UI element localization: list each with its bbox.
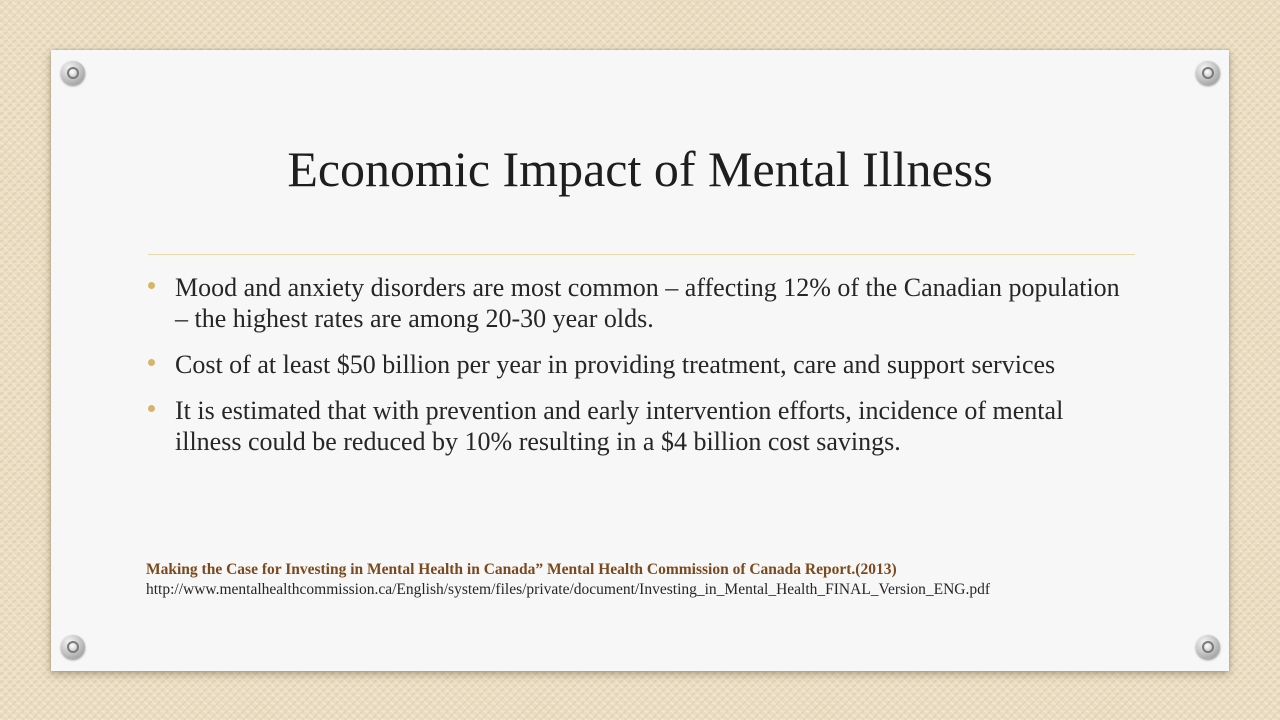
citation-url[interactable]: http://www.mentalhealthcommission.ca/English/system/files/private/document/Investing_in_Mental_Health_FINAL_Version_ENG.pdf: [146, 581, 991, 598]
citation: [146, 560, 1136, 600]
slide-title: Economic Impact of Mental Illness: [287, 141, 993, 197]
title-divider: [148, 254, 1135, 255]
bullet-text: Mood and anxiety disorders are most common – affecting 12% of the Canadian population – the highest rates are among 20-30 year olds.: [175, 273, 1120, 333]
citation-title: Making the Case for Investing in Mental Health in Canada” Mental Health Commission of Canada Report.(2013): [146, 561, 897, 578]
bullet-item: [146, 349, 1136, 380]
bullet-item: [146, 272, 1136, 334]
bullet-dot-icon: [148, 405, 155, 412]
bullet-text: Cost of at least $50 billion per year in providing treatment, care and support services: [175, 350, 1056, 379]
bullet-list: [146, 272, 1136, 472]
bullet-dot-icon: [148, 359, 155, 366]
bullet-dot-icon: [148, 282, 155, 289]
bolt-icon-bottom-left: [61, 635, 85, 659]
bullet-text: It is estimated that with prevention and early intervention efforts, incidence of mental illness could be reduced by 10% resulting in a $4 billion cost savings.: [175, 396, 1064, 456]
bolt-icon-bottom-right: [1196, 635, 1220, 659]
bolt-icon-top-right: [1196, 61, 1220, 85]
bolt-icon-top-left: [61, 61, 85, 85]
bullet-item: [146, 395, 1136, 457]
